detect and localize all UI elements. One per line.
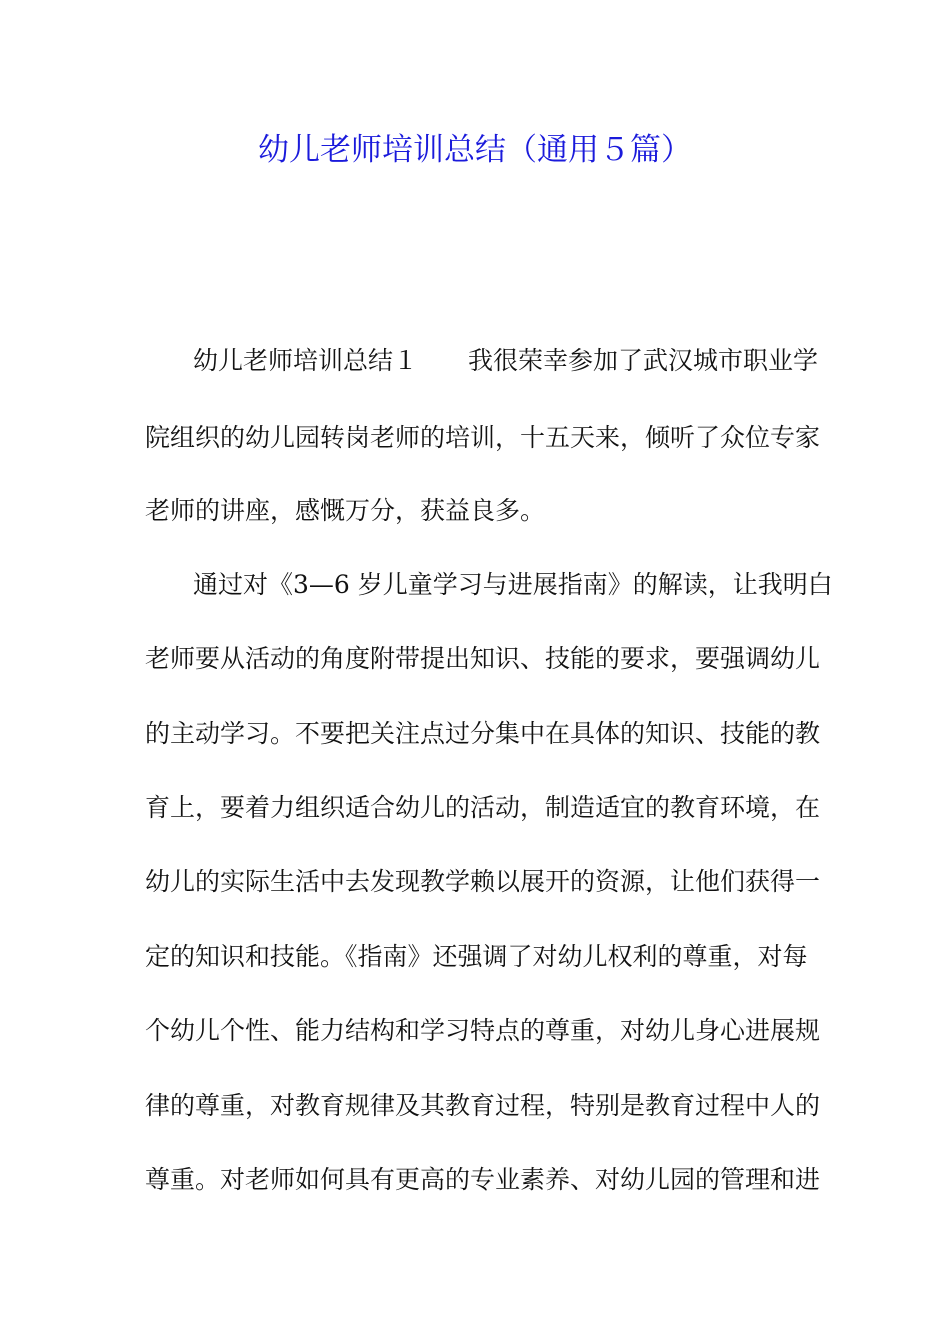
paragraph-line: 定的知识和技能。《指南》还强调了对幼儿权利的尊重，对每: [145, 942, 808, 971]
paragraph-line: 通过对《3—6 岁儿童学习与进展指南》的解读，让我明白: [193, 570, 833, 599]
paragraph-line: 个幼儿个性、能力结构和学习特点的尊重，对幼儿身心进展规: [145, 1016, 821, 1045]
paragraph-line: 老师的讲座，感慨万分，获益良多。: [145, 496, 546, 525]
paragraph-line: 幼儿的实际生活中去发现教学赖以展开的资源，让他们获得一: [145, 867, 821, 896]
document-title: 幼儿老师培训总结（通用５篇）: [258, 132, 692, 168]
paragraph-line: 尊重。对老师如何具有更高的专业素养、对幼儿园的管理和进: [145, 1165, 821, 1194]
paragraph-line: 幼儿老师培训总结１ 我很荣幸参加了武汉城市职业学: [193, 346, 819, 375]
paragraph-line: 育上，要着力组织适合幼儿的活动，制造适宜的教育环境，在: [145, 793, 821, 822]
paragraph-line: 老师要从活动的角度附带提出知识、技能的要求，要强调幼儿: [145, 644, 821, 673]
paragraph-line: 院组织的幼儿园转岗老师的培训，十五天来，倾听了众位专家: [145, 423, 821, 452]
paragraph-line: 律的尊重，对教育规律及其教育过程，特别是教育过程中人的: [145, 1091, 821, 1120]
paragraph-line: 的主动学习。不要把关注点过分集中在具体的知识、技能的教: [145, 719, 821, 748]
